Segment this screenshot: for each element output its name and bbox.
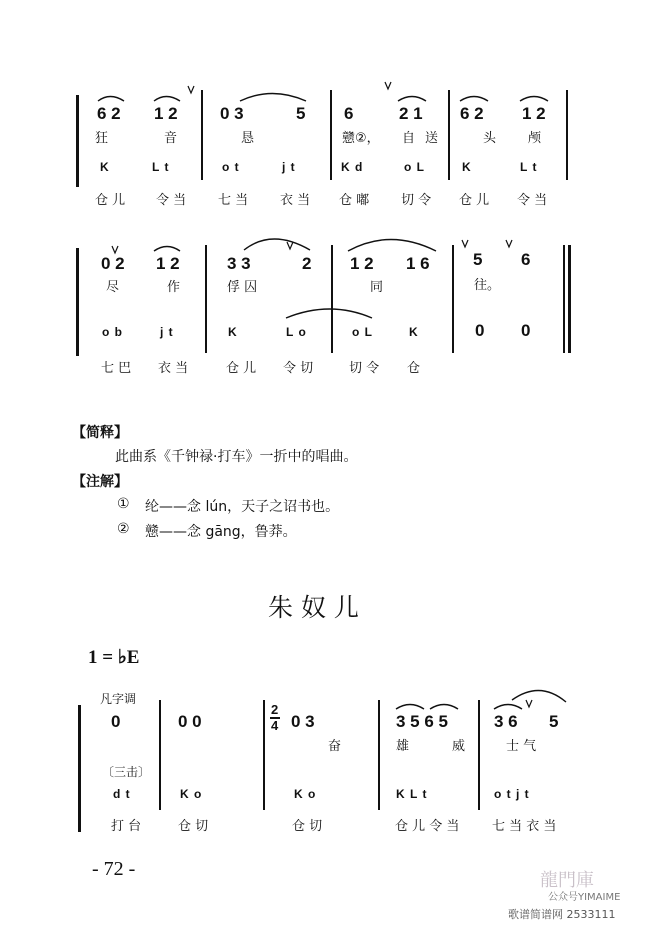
melody-note: 0 3 xyxy=(220,104,244,123)
footnote-marker: ① xyxy=(117,496,130,512)
percussion-call: 令 切 xyxy=(283,361,314,376)
melody-note: 0 2 xyxy=(101,254,125,273)
time-signature-top: 2 xyxy=(271,702,279,717)
percussion-symbol: K o xyxy=(294,787,317,801)
percussion-symbol: o t xyxy=(222,160,240,174)
watermark-site: 公众号YIMAIME xyxy=(548,892,621,903)
breath-mark xyxy=(188,86,194,93)
percussion-call: 令 当 xyxy=(156,193,187,208)
percussion-call: 七 巴 xyxy=(101,361,132,376)
percussion-symbol: K d xyxy=(341,160,364,174)
melody-note: 0 3 xyxy=(291,712,315,731)
key-signature: 1 = ♭E xyxy=(88,647,140,668)
percussion-symbol: K xyxy=(228,325,238,339)
slur xyxy=(430,705,458,710)
lyric: 头 xyxy=(483,131,497,146)
melody-note: 5 xyxy=(473,250,483,269)
percussion-symbol: L t xyxy=(152,160,170,174)
melody-note: 5 xyxy=(549,712,559,731)
slur xyxy=(154,247,180,252)
percussion-call: 仓 儿 xyxy=(226,361,257,376)
melody-note: 6 xyxy=(344,104,354,123)
melody-note: 5 xyxy=(296,104,306,123)
slur xyxy=(460,97,488,102)
slur xyxy=(154,97,180,102)
slur xyxy=(520,97,548,102)
percussion-symbol: o b xyxy=(102,325,123,339)
melody-note: 2 xyxy=(302,254,312,273)
percussion-symbol: L o xyxy=(286,325,307,339)
breath-mark xyxy=(462,240,468,247)
percussion-call: 切 令 xyxy=(401,193,432,208)
time-signature-bottom: 4 xyxy=(271,718,279,733)
percussion-call: 衣 当 xyxy=(280,193,311,208)
percussion-symbol: K xyxy=(409,325,419,339)
footnote-marker: ② xyxy=(117,521,130,537)
slur xyxy=(244,239,310,250)
lyric: 作 xyxy=(167,280,181,295)
percussion-call: 仓 嘟 xyxy=(339,193,370,208)
percussion-call: 衣 当 xyxy=(158,361,189,376)
percussion-label: 〔三击〕 xyxy=(102,765,151,779)
footnote-text: 戆——念 gāng，鲁莽。 xyxy=(145,524,297,540)
lyric: 士 气 xyxy=(506,739,537,754)
percussion-call: 仓 儿 令 当 xyxy=(395,819,460,834)
melody-note: 1 2 xyxy=(154,104,178,123)
melody-note: 1 2 xyxy=(522,104,546,123)
percussion-call: 仓 切 xyxy=(178,819,209,834)
mode-label: 凡字调 xyxy=(100,692,137,706)
breath-mark xyxy=(526,700,532,707)
melody-note: 3 5 6 5 xyxy=(396,712,448,731)
lyric: 送 xyxy=(425,131,439,146)
lyric: 狂 xyxy=(95,131,109,146)
rest: 0 xyxy=(521,321,531,340)
melody-note: 0 xyxy=(111,712,121,731)
melody-note: 1 6 xyxy=(406,254,430,273)
melody-note: 1 2 xyxy=(350,254,374,273)
lyric: 往。 xyxy=(474,278,501,293)
percussion-call: 切 令 xyxy=(349,361,380,376)
slur xyxy=(286,309,372,318)
song-title: 朱 奴 儿 xyxy=(268,593,359,622)
rest: 0 xyxy=(475,321,485,340)
percussion-symbol: K xyxy=(100,160,110,174)
melody-note: 1 2 xyxy=(156,254,180,273)
footnote-text: 纶——念 lún，天子之诏书也。 xyxy=(145,499,340,515)
percussion-symbol: o t j t xyxy=(494,787,530,801)
percussion-call: 仓 xyxy=(407,361,421,376)
slur xyxy=(396,705,424,710)
lyric: 俘 囚 xyxy=(227,280,258,295)
watermark-caption: 歌谱简谱网 2533111 xyxy=(508,908,616,921)
lyric: 自 xyxy=(402,131,416,146)
lyric: 颅 xyxy=(528,131,542,146)
lyric: 尽 xyxy=(106,280,120,295)
percussion-call: 仓 切 xyxy=(292,819,323,834)
percussion-symbol: o L xyxy=(352,325,373,339)
percussion-call: 仓 儿 xyxy=(95,193,126,208)
melody-note: 3 6 xyxy=(494,712,518,731)
lyric: 恳 xyxy=(241,131,255,146)
percussion-call: 七 当 衣 当 xyxy=(492,819,557,834)
breath-mark xyxy=(112,246,118,253)
percussion-call: 令 当 xyxy=(517,193,548,208)
percussion-symbol: K L t xyxy=(396,787,428,801)
lyric: 奋 xyxy=(328,739,342,754)
slur xyxy=(398,97,426,102)
slur xyxy=(348,240,436,252)
zhujie-heading: 【注解】 xyxy=(72,474,128,490)
percussion-call: 七 当 xyxy=(218,193,249,208)
lyric: 同 xyxy=(370,280,384,295)
percussion-symbol: d t xyxy=(113,787,131,801)
melody-note: 0 0 xyxy=(178,712,202,731)
lyric: 威 xyxy=(452,739,466,754)
percussion-symbol: j t xyxy=(160,325,174,339)
jianshi-heading: 【简释】 xyxy=(72,425,128,441)
melody-note: 6 2 xyxy=(460,104,484,123)
melody-note: 6 2 xyxy=(97,104,121,123)
breath-mark xyxy=(287,242,293,249)
lyric: 雄 xyxy=(396,739,410,754)
lyric: 戆②， xyxy=(342,131,380,146)
percussion-symbol: L t xyxy=(520,160,538,174)
breath-mark xyxy=(506,240,512,247)
jianshi-text: 此曲系《千钟禄·打车》一折中的唱曲。 xyxy=(115,449,358,465)
melody-note: 6 xyxy=(521,250,531,269)
page-number: - 72 - xyxy=(92,858,136,880)
slur xyxy=(240,94,306,102)
breath-mark xyxy=(385,82,391,89)
slur xyxy=(98,97,124,102)
percussion-symbol: o L xyxy=(404,160,425,174)
watermark-brand: 龍門庫 xyxy=(540,870,594,891)
percussion-symbol: j t xyxy=(282,160,296,174)
percussion-call: 仓 儿 xyxy=(459,193,490,208)
slur xyxy=(494,705,522,710)
slur xyxy=(512,690,566,702)
melody-note: 3 3 xyxy=(227,254,251,273)
percussion-symbol: K o xyxy=(180,787,203,801)
lyric: 音 xyxy=(164,131,178,146)
percussion-call: 打 台 xyxy=(111,819,142,834)
percussion-symbol: K xyxy=(462,160,472,174)
melody-note: 2 1 xyxy=(399,104,423,123)
